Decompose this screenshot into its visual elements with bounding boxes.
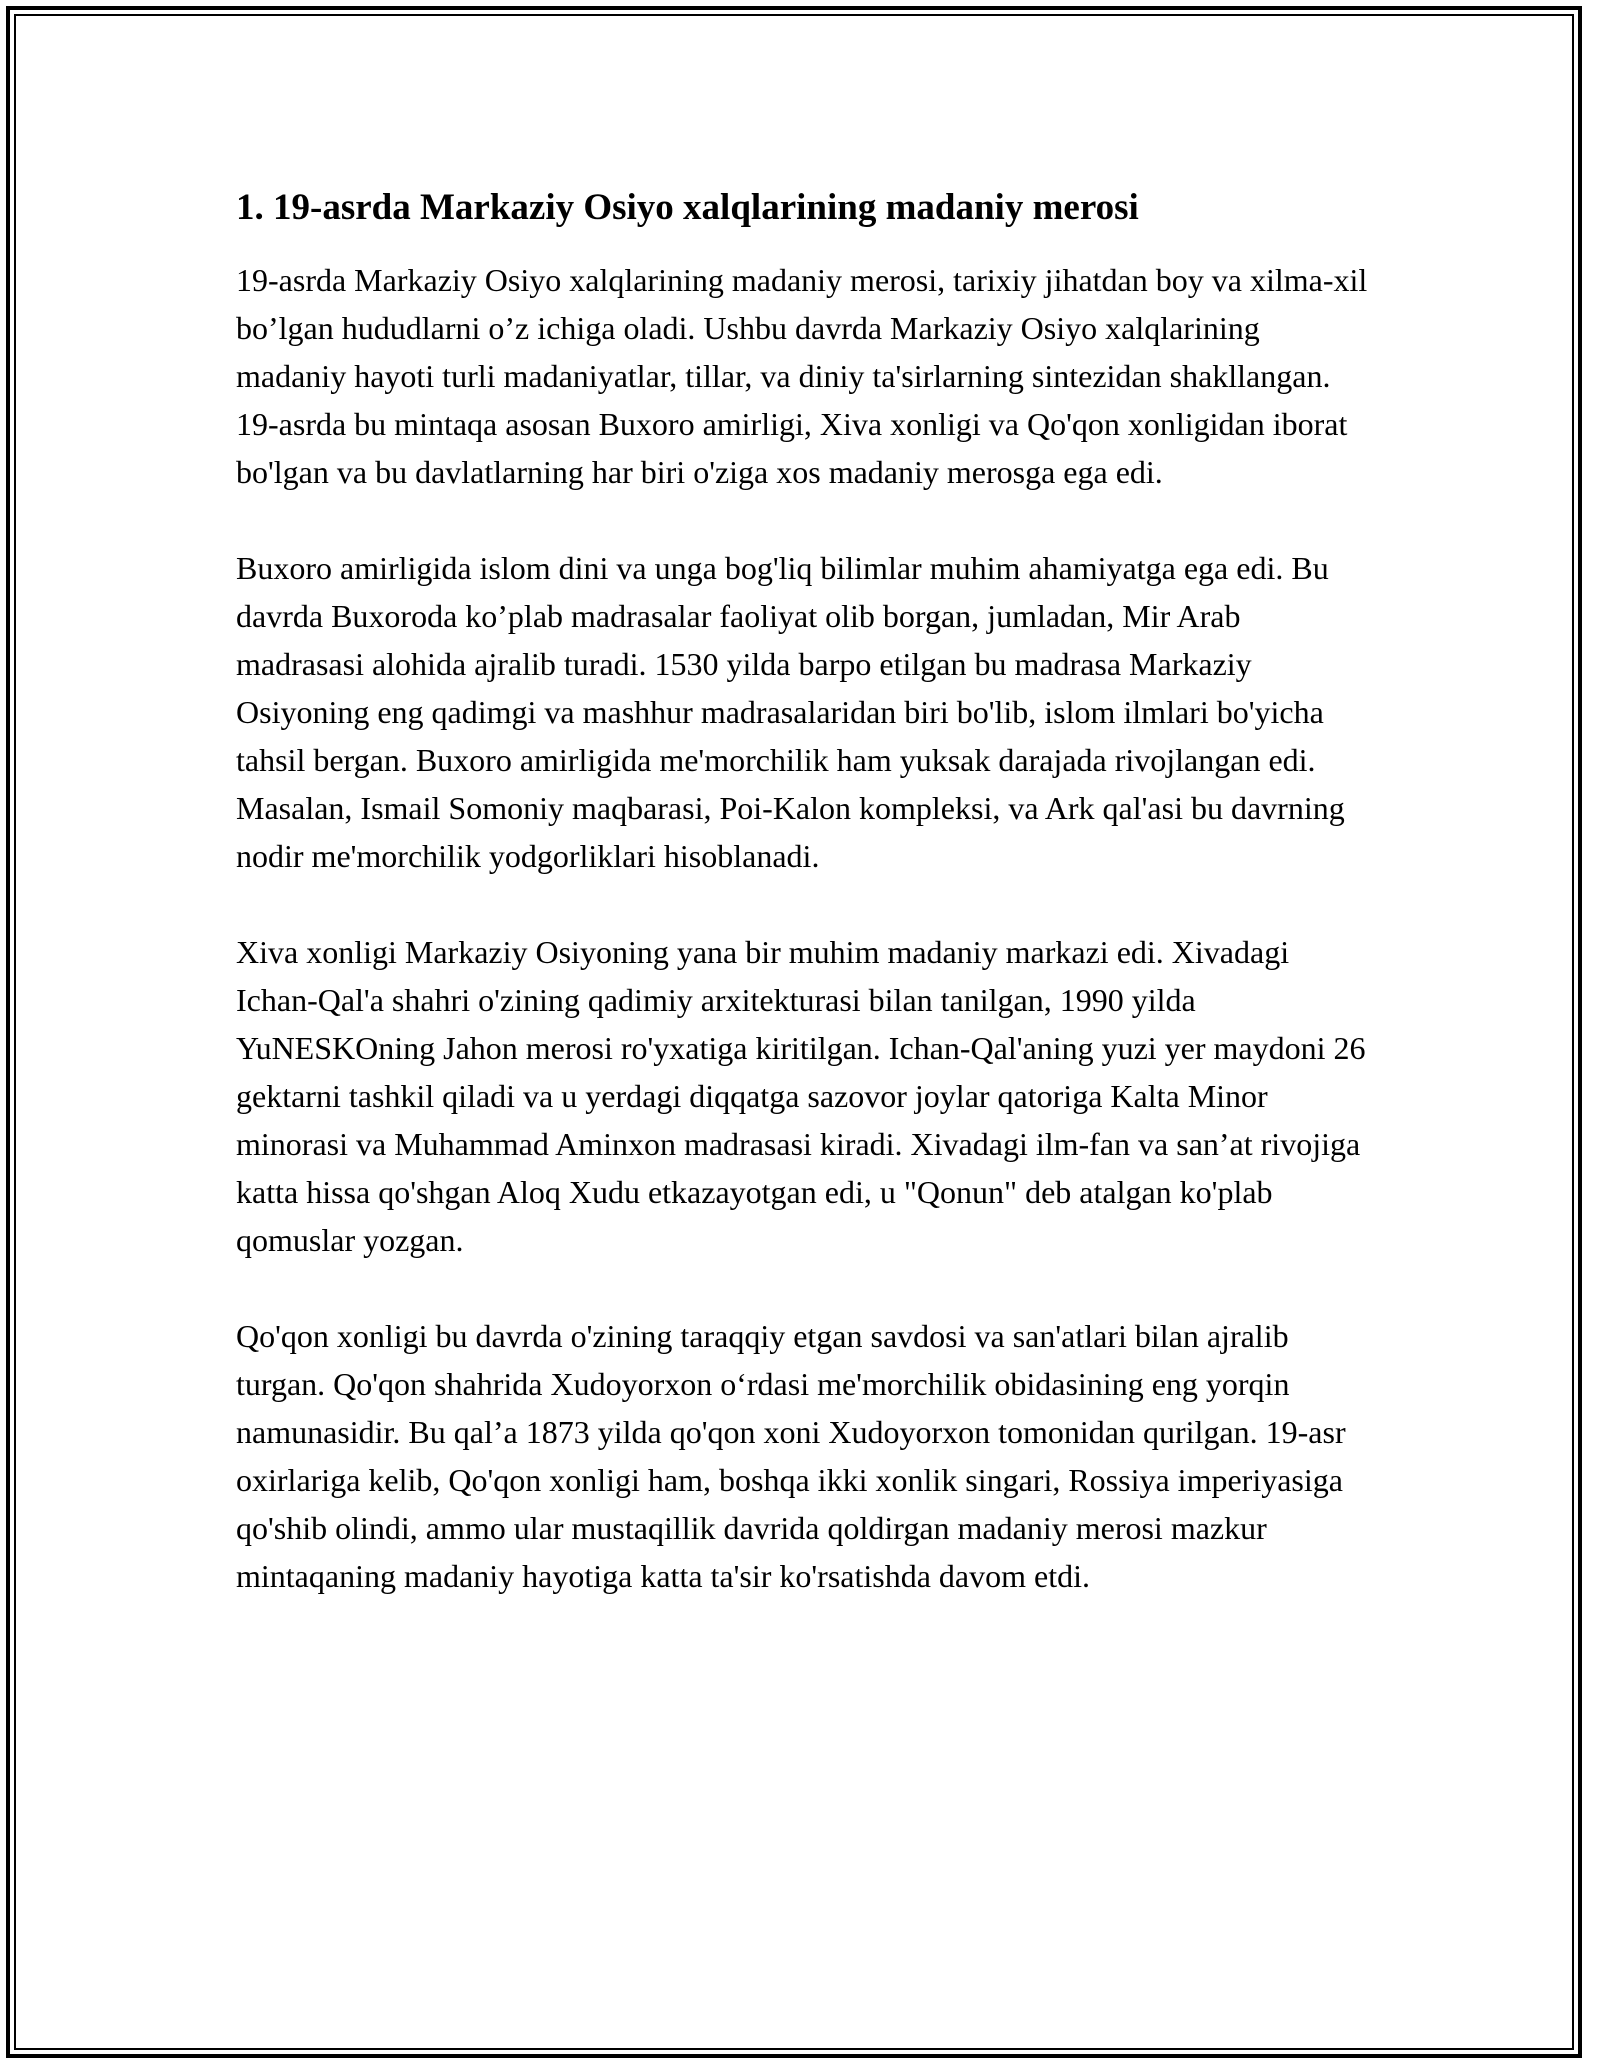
document-body — [236, 186, 1376, 1648]
section-heading: 1. 19-asrda Markaziy Osiyo xalqlarining madaniy merosi — [236, 187, 1139, 228]
paragraph-kokand: Qo'qon xonligi bu davrda o'zining taraqqiy etgan savdosi va san'atlari bilan ajralib turgan. Qo'qon shahrida Xudoyorxon o‘rdasi me'morchilik obidasining eng yorqin namunasidir. Bu qal’a 1873 yilda qo'qon xoni Xudoyorxon tomonidan qurilgan. 19-asr oxirlariga kelib, Qo'qon xonligi ham, boshqa ikki xonlik singari, Rossiya imperiyasiga qo'shib olindi, ammo ular mustaqillik davrida qoldirgan madaniy merosi mazkur mintaqaning madaniy hayotiga katta ta'sir ko'rsatishda davom etdi. — [236, 1318, 1346, 1595]
paragraph-intro: 19-asrda Markaziy Osiyo xalqlarining madaniy merosi, tarixiy jihatdan boy va xilma-xil bo’lgan hududlarni o’z ichiga oladi. Ushbu davrda Markaziy Osiyo xalqlarining madaniy hayoti turli madaniyatlar, tillar, va diniy ta'sirlarning sintezidan shakllangan. 19-asrda bu mintaqa asosan Buxoro amirligi, Xiva xonligi va Qo'qon xonligidan iborat bo'lgan va bu davlatlarning har biri o'ziga xos madaniy merosga ega edi. — [236, 262, 1368, 491]
paragraph-khiva: Xiva xonligi Markaziy Osiyoning yana bir muhim madaniy markazi edi. Xivadagi Ichan-Qal'a shahri o'zining qadimiy arxitekturasi bilan tanilgan, 1990 yilda YuNESKOning Jahon merosi ro'yxatiga kiritilgan. Ichan-Qal'aning yuzi yer maydoni 26 gektarni tashkil qiladi va u yerdagi diqqatga sazovor joylar qatoriga Kalta Minor minorasi va Muhammad Aminxon madrasasi kiradi. Xivadagi ilm-fan va san’at rivojiga katta hissa qo'shgan Aloq Xudu etkazayotgan edi, u "Qonun" deb atalgan ko'plab qomuslar yozgan. — [236, 934, 1366, 1259]
paragraph-bukhara: Buxoro amirligida islom dini va unga bog'liq bilimlar muhim ahamiyatga ega edi. Bu davrda Buxoroda ko’plab madrasalar faoliyat olib borgan, jumladan, Mir Arab madrasasi alohida ajralib turadi. 1530 yilda barpo etilgan bu madrasa Markaziy Osiyoning eng qadimgi va mashhur madrasalaridan biri bo'lib, islom ilmlari bo'yicha tahsil bergan. Buxoro amirligida me'morchilik ham yuksak darajada rivojlangan edi. Masalan, Ismail Somoniy maqbarasi, Poi-Kalon kompleksi, va Ark qal'asi bu davrning nodir me'morchilik yodgorliklari hisoblanadi. — [236, 550, 1345, 875]
